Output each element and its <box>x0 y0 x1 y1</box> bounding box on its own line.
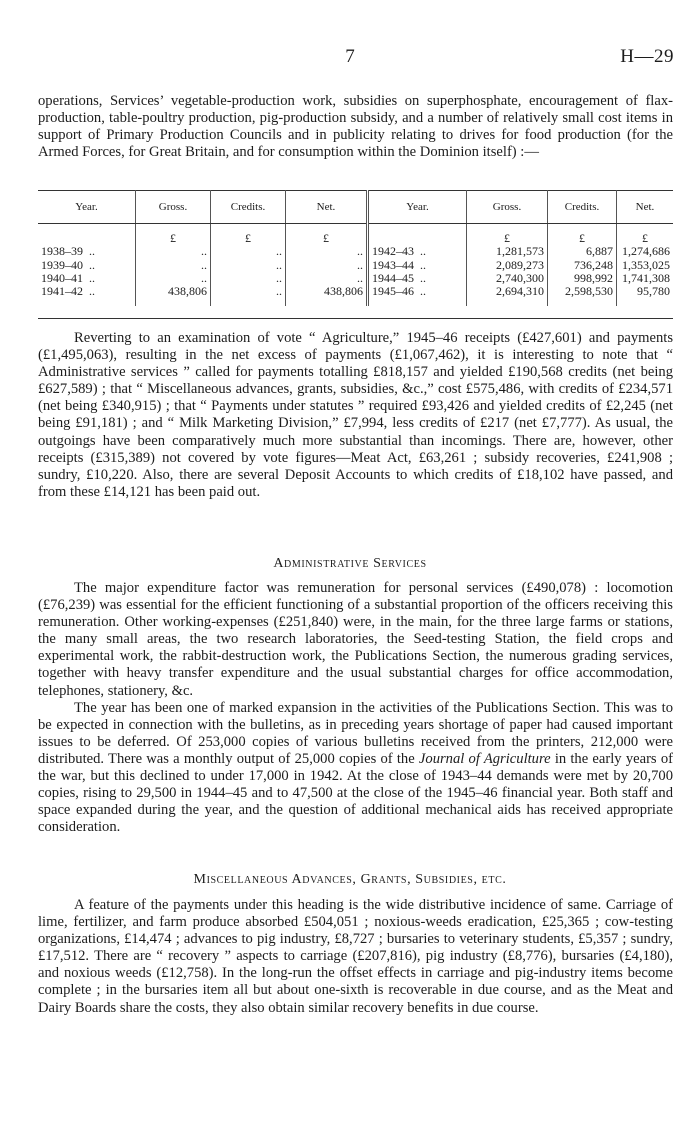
year-value: 1938–39 <box>41 244 83 259</box>
intro-text: operations, Services’ vegetable-production work, subsidies on superphosphate, encouragement of flax-production, table-poultry production, pig-production subsidy, and a number of relatively small cost items in support of Primary Production Councils and in publicity relating to drives for food production (for the Armed Forces, for Great Britain, and for consumption within the Dominion itself) :— <box>38 93 673 161</box>
year-cell <box>38 245 136 258</box>
administrative-services-heading: Administrative Services <box>273 556 427 571</box>
gross-cell: 2,089,273 <box>467 259 548 272</box>
admin-paragraph-1: The major expenditure factor was remuneration for personal services (£490,078) : locomotion (£76,239) was essential for the efficient functioning of a substantial proportion of the officers receiving this remuneration. Other working-expenses (£251,840) were, in the main, for the three large farms or stations, the many small areas, the two research laboratories, the Seed-testing Station, the field crops and experimental work, the rabbit-destruction work, the Publications Section, the numerous grading services, together with heavy transfer expenditure and the usual substantial charges for office accommodation, telephones, stationery, &c. <box>38 580 673 699</box>
col-header-gross: Gross. <box>136 191 211 224</box>
currency-cell: £ <box>642 231 648 246</box>
admin-paragraph-2-start: The year has been one of marked expansion in the activities of the Publications Section. This was to be expected in connection with the bulletins, as in preceding years shortage of paper had caused important issues to be deferred. Of 253,000 copies of various bulletins received from the printers, 212,000 were distributed. There was a monthly output of 25,000 copies of the <box>38 699 673 767</box>
gross-cell: 438,806 <box>136 285 211 306</box>
gross-cell: 2,694,310 <box>467 285 548 306</box>
year-value: 1942–43 <box>372 244 414 259</box>
leader-dots: .. <box>89 257 95 272</box>
gross-cell: .. <box>136 245 211 258</box>
col-header-credits-2: Credits. <box>548 191 617 224</box>
col-header-year-2: Year. <box>368 191 467 224</box>
miscellaneous-heading: Miscellaneous Advances, Grants, Subsidies, etc. <box>193 872 507 887</box>
col-header-gross-2: Gross. <box>467 191 548 224</box>
credits-cell: 998,992 <box>548 272 617 285</box>
credits-cell: 2,598,530 <box>548 285 617 306</box>
table-header-row <box>38 191 673 224</box>
currency-cell <box>38 224 136 246</box>
page-number: 7 <box>345 46 355 67</box>
credits-cell: 6,887 <box>548 245 617 258</box>
net-cell: 438,806 <box>286 285 368 306</box>
currency-row <box>38 224 673 246</box>
credits-cell: .. <box>211 272 286 285</box>
net-cell: .. <box>286 245 368 258</box>
currency-cell: £ <box>286 224 368 246</box>
leader-dots: .. <box>89 271 95 286</box>
net-cell: .. <box>286 272 368 285</box>
net-cell: .. <box>286 259 368 272</box>
year-cell <box>38 259 136 272</box>
table-row <box>38 259 673 272</box>
year-value: 1943–44 <box>372 257 414 272</box>
year-value: 1944–45 <box>372 271 414 286</box>
year-cell <box>368 245 467 258</box>
intro-paragraph <box>38 93 673 161</box>
credits-cell: .. <box>211 259 286 272</box>
col-header-net: Net. <box>286 191 368 224</box>
table-row <box>38 272 673 285</box>
leader-dots: .. <box>89 284 95 299</box>
admin-paragraph-2-end: in the early years of the war, but this declined to under 17,000 in 1942. At the close of 1943–44 demands were met by 20,700 copies, rising to 29,500 in 1944–45 and to 47,500 at the close of the 1945–46 financial year. Both staff and space expanded during the year, and the question of additional mechanical aids has received appropriate consideration. <box>38 750 673 836</box>
year-cell <box>38 272 136 285</box>
admin-paragraph-2 <box>38 700 673 837</box>
table-row <box>38 245 673 258</box>
gross-cell: 2,740,300 <box>467 272 548 285</box>
leader-dots: .. <box>89 244 95 259</box>
gross-cell: 1,281,573 <box>467 245 548 258</box>
expenditure-table-container <box>38 190 673 306</box>
net-cell: 1,353,025 <box>622 257 670 272</box>
administrative-services-section <box>38 580 673 836</box>
currency-cell: £ <box>211 224 286 246</box>
net-cell: 1,274,686 <box>622 244 670 259</box>
journal-title: Journal of Agriculture <box>418 750 551 767</box>
net-cell: 1,741,308 <box>622 271 670 286</box>
year-cell <box>38 285 136 306</box>
gross-cell: .. <box>136 259 211 272</box>
leader-dots: .. <box>420 244 426 259</box>
col-header-net-2: Net. <box>617 191 674 224</box>
year-value: 1941–42 <box>41 284 83 299</box>
net-cell: 95,780 <box>637 284 670 299</box>
year-value: 1940–41 <box>41 271 83 286</box>
credits-cell: 736,248 <box>548 259 617 272</box>
miscellaneous-section <box>38 897 673 1017</box>
page-reference: H—29 <box>620 46 674 67</box>
credits-cell: .. <box>211 245 286 258</box>
year-value: 1945–46 <box>372 284 414 299</box>
table-row <box>38 285 673 306</box>
col-header-year: Year. <box>38 191 136 224</box>
leader-dots: .. <box>420 271 426 286</box>
currency-cell: £ <box>548 224 617 246</box>
currency-cell <box>368 224 467 246</box>
credits-cell: .. <box>211 285 286 306</box>
reverting-paragraph <box>38 330 673 501</box>
reverting-text: Reverting to an examination of vote “ Agriculture,” 1945–46 receipts (£427,601) and payments (£1,495,063), resulting in the net excess of payments (£1,067,462), it is interesting to note that “ Administrative services ” called for payments totalling £818,157 and yielded £190,568 credits (net being £627,589) ; that “ Miscellaneous advances, grants, subsidies, &c.,” cost £575,486, with credits of £234,571 (net being £340,915) ; that “ Payments under statutes ” required £93,426 and yielded credits of £2,245 (net being £91,181) ; and “ Milk Marketing Division,” £7,994, less credits of £217 (net £7,777). As usual, the outgoings have been comparatively much more substantial than incomings. There are, however, other receipts (£315,389) not covered by vote figures—Meat Act, £63,261 ; subsidy recoveries, £241,908 ; sundry, £10,220. Also, there are several Deposit Accounts to which credits of £18,102 have passed, and from these £14,121 has been paid out. <box>38 330 673 500</box>
table-bottom-rule <box>38 318 673 319</box>
year-value: 1939–40 <box>41 257 83 272</box>
leader-dots: .. <box>420 284 426 299</box>
currency-cell: £ <box>136 224 211 246</box>
leader-dots: .. <box>420 257 426 272</box>
year-cell <box>368 259 467 272</box>
misc-paragraph: A feature of the payments under this heading is the wide distributive incidence of same. Carriage of lime, fertilizer, and farm produce absorbed £504,051 ; noxious-weeds eradication, £25,365 ; cow-testing organizations, £14,474 ; advances to pig industry, £8,727 ; bursaries to veterinary students, £5,357 ; sundry, £17,512. There are “ recovery ” aspects to carriage (£207,816), pig industry (£8,776), bursaries (£4,180), and noxious weeds (£12,758). In the long-run the offset effects in carriage and pig-industry items become complete ; in the bursaries item all but about one-sixth is recoverable in due course, and as the Meat and Dairy Boards share the costs, they also obtain similar recovery benefits in due course. <box>38 897 673 1016</box>
year-cell <box>368 272 467 285</box>
col-header-credits: Credits. <box>211 191 286 224</box>
year-cell <box>368 285 467 306</box>
expenditure-table <box>38 190 673 306</box>
gross-cell: .. <box>136 272 211 285</box>
currency-cell: £ <box>467 224 548 246</box>
